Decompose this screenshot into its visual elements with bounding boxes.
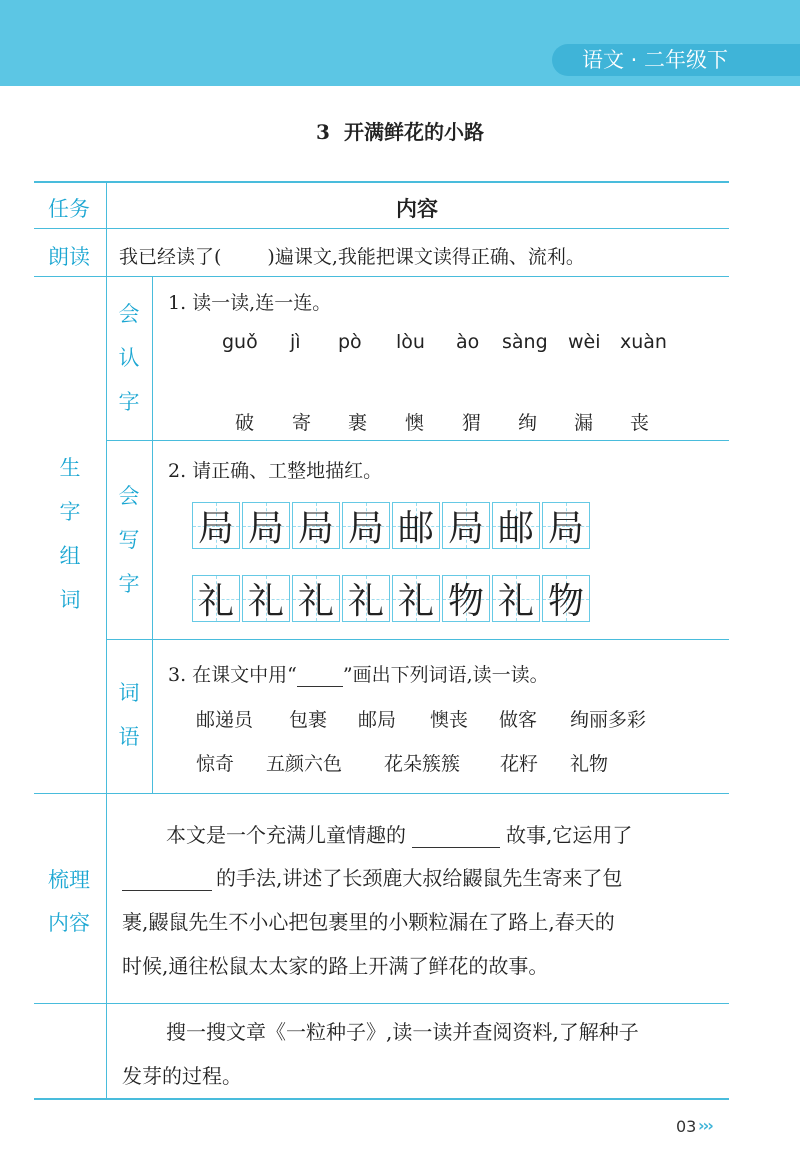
recognize-label-char: 认 (118, 346, 140, 370)
next-arrows-icon: ››› (698, 1116, 712, 1135)
word-item: 邮递员 (196, 709, 254, 731)
row-line (34, 1003, 729, 1004)
tracing-cell[interactable]: 礼 (392, 575, 440, 622)
pinyin-item[interactable]: wèi (568, 331, 601, 353)
tracing-cell[interactable]: 物 (442, 575, 490, 622)
summary-line-2 (122, 862, 622, 891)
pinyin-item[interactable]: pò (338, 331, 362, 353)
tracing-row-1 (192, 502, 592, 549)
word-item: 礼物 (570, 753, 609, 775)
summary-line-1 (166, 819, 632, 848)
summary-line-3: 裹,鼹鼠先生不小心把包裹里的小颗粒漏在了路上,春天的 (122, 910, 615, 934)
recognize-label-char: 字 (118, 390, 140, 414)
tracing-row-2 (192, 575, 592, 622)
recognize-label-char: 会 (118, 302, 140, 326)
section-label-char: 字 (59, 500, 81, 524)
word-item: 邮局 (358, 709, 397, 731)
pinyin-item[interactable]: ào (456, 331, 480, 353)
char-item[interactable]: 裹 (348, 412, 368, 434)
write-label-char: 字 (118, 572, 140, 596)
word-item: 花朵簇簇 (384, 753, 461, 775)
section-label-char: 生 (59, 456, 81, 480)
tracing-cell[interactable]: 局 (442, 502, 490, 549)
extension-line-1: 搜一搜文章《一粒种子》,读一读并查阅资料,了解种子 (166, 1020, 639, 1044)
table-top-line (34, 181, 729, 183)
summary-label-1: 梳理 (48, 868, 90, 892)
row-line (34, 793, 729, 794)
pinyin-item[interactable]: lòu (396, 331, 425, 353)
summary-line-4: 时候,通往松鼠太太家的路上开满了鲜花的故事。 (122, 954, 549, 978)
pinyin-item[interactable]: xuàn (620, 331, 667, 353)
reading-label: 朗读 (48, 245, 90, 269)
task-header: 任务 (48, 197, 90, 221)
char-item[interactable]: 漏 (574, 412, 594, 434)
tracing-cell[interactable]: 礼 (342, 575, 390, 622)
pinyin-item[interactable]: jì (290, 331, 301, 353)
char-item[interactable]: 懊 (405, 412, 425, 434)
words-label-char: 语 (118, 725, 140, 749)
tracing-cell[interactable]: 礼 (492, 575, 540, 622)
char-item[interactable]: 丧 (630, 412, 650, 434)
row-line (106, 639, 729, 640)
tracing-cell[interactable]: 局 (342, 502, 390, 549)
extension-line-2: 发芽的过程。 (122, 1064, 242, 1088)
content-header: 内容 (396, 197, 438, 221)
reading-text-after: )遍课文,我能把课文读得正确、流利。 (267, 246, 585, 268)
tracing-cell[interactable]: 礼 (192, 575, 240, 622)
subject-tag: 语文 · 二年级下 (552, 44, 800, 76)
summary-blank-1[interactable] (412, 827, 500, 848)
row-line (34, 276, 729, 277)
write-task: 2. 请正确、工整地描红。 (168, 460, 383, 482)
subcolumn-line (152, 277, 153, 793)
lesson-title (0, 116, 800, 145)
char-item[interactable]: 猬 (462, 412, 482, 434)
char-item[interactable]: 绚 (518, 412, 538, 434)
words-task (168, 660, 549, 687)
tracing-cell[interactable]: 局 (292, 502, 340, 549)
summary-line-1a: 本文是一个充满儿童情趣的 (166, 823, 406, 847)
tracing-cell[interactable]: 邮 (392, 502, 440, 549)
char-item[interactable]: 寄 (292, 412, 312, 434)
write-label-char: 会 (118, 484, 140, 508)
word-item: 惊奇 (196, 753, 235, 775)
tracing-cell[interactable]: 物 (542, 575, 590, 622)
column-line (106, 182, 107, 1099)
summary-blank-2[interactable] (122, 870, 212, 891)
write-label-char: 写 (118, 528, 140, 552)
page-number: 03 (676, 1117, 697, 1136)
summary-line-2-text: 的手法,讲述了长颈鹿大叔给鼹鼠先生寄来了包 (216, 866, 623, 890)
tracing-cell[interactable]: 礼 (242, 575, 290, 622)
tracing-cell[interactable]: 局 (542, 502, 590, 549)
word-item: 做客 (499, 709, 538, 731)
row-line (106, 440, 729, 441)
word-item: 懊丧 (430, 709, 469, 731)
summary-label-2: 内容 (48, 911, 90, 935)
lesson-number: 3 (316, 120, 330, 144)
word-item: 包裹 (289, 709, 328, 731)
words-label-char: 词 (118, 681, 140, 705)
summary-line-1b: 故事,它运用了 (506, 823, 633, 847)
lesson-title-text: 开满鲜花的小路 (343, 120, 484, 144)
table-bottom-line (34, 1098, 729, 1100)
reading-text (119, 242, 585, 269)
words-task-blank (297, 668, 343, 687)
words-task-before: 3. 在课文中用“ (168, 664, 297, 686)
row-line (34, 228, 729, 229)
char-item[interactable]: 破 (235, 412, 255, 434)
section-label-char: 组 (59, 544, 81, 568)
word-item: 绚丽多彩 (570, 709, 647, 731)
pinyin-item[interactable]: guǒ (222, 331, 258, 353)
recognize-task: 1. 读一读,连一连。 (168, 292, 332, 314)
reading-text-before: 我已经读了( (119, 246, 222, 268)
tracing-cell[interactable]: 邮 (492, 502, 540, 549)
word-item: 五颜六色 (266, 753, 343, 775)
section-label-char: 词 (59, 588, 81, 612)
tracing-cell[interactable]: 礼 (292, 575, 340, 622)
tracing-cell[interactable]: 局 (242, 502, 290, 549)
pinyin-item[interactable]: sàng (502, 331, 548, 353)
words-task-after: ”画出下列词语,读一读。 (342, 664, 549, 686)
tracing-cell[interactable]: 局 (192, 502, 240, 549)
word-item: 花籽 (500, 753, 539, 775)
